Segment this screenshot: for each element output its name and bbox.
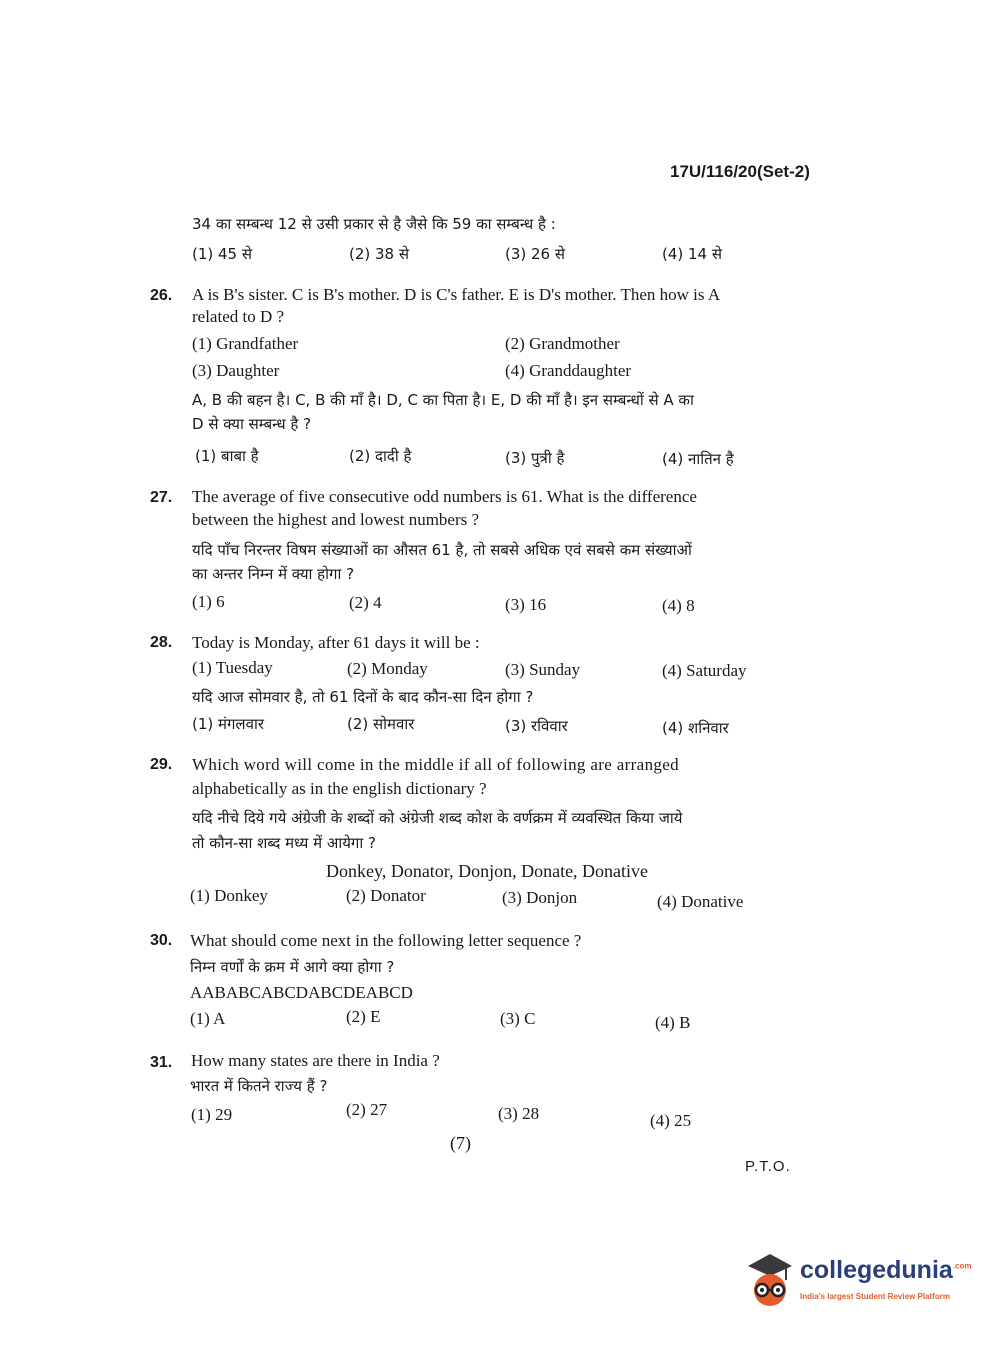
q30-option-4: (4) B [655, 1013, 691, 1032]
q28-option-2: (2) Monday [347, 659, 428, 678]
q28-hindi: यदि आज सोमवार है, तो 61 दिनों के बाद कौन-सा दिन होगा ? [192, 688, 534, 706]
q25-option-3: (3) 26 से [505, 245, 566, 263]
q28-english: Today is Monday, after 61 days it will be : [192, 633, 480, 652]
q26-hindi-option-3: (3) पुत्री है [505, 449, 565, 467]
q28-hindi-option-2: (2) सोमवार [347, 715, 415, 733]
q26-english-line1: A is B's sister. C is B's mother. D is C's father. E is D's mother. Then how is A [192, 285, 721, 304]
q28-hindi-option-1: (1) मंगलवार [192, 715, 264, 733]
q30-number: 30. [150, 932, 173, 949]
q26-option-3: (3) Daughter [192, 361, 280, 380]
q28-option-4: (4) Saturday [662, 661, 747, 680]
q28-option-3: (3) Sunday [505, 660, 581, 679]
q28-number: 28. [150, 634, 173, 651]
mascot-icon [742, 1252, 798, 1312]
q31-option-2: (2) 27 [346, 1100, 388, 1119]
q30-english: What should come next in the following letter sequence ? [190, 931, 582, 950]
q29-option-1: (1) Donkey [190, 886, 268, 905]
q27-english-line2: between the highest and lowest numbers ? [192, 510, 480, 529]
q29-hindi-line1: यदि नीचे दिये गये अंग्रेजी के शब्दों को अंग्रेजी शब्द कोश के वर्णक्रम में व्यवस्थित किया जाये [192, 809, 683, 827]
q27-number: 27. [150, 489, 173, 506]
brand-logo [742, 1252, 972, 1312]
q25-option-2: (2) 38 से [349, 245, 410, 263]
q31-option-4: (4) 25 [650, 1111, 692, 1130]
q30-option-3: (3) C [500, 1009, 536, 1028]
q27-option-1: (1) 6 [192, 592, 225, 611]
q28-hindi-option-4: (4) शनिवार [662, 719, 729, 737]
q26-hindi-option-4: (4) नातिन है [662, 450, 734, 468]
q31-hindi: भारत में कितने राज्य हैं ? [190, 1077, 328, 1095]
q29-english-line1: Which word will come in the middle if all of following are arranged [192, 755, 680, 774]
q26-hindi-option-2: (2) दादी है [349, 447, 412, 465]
q27-hindi-line1: यदि पाँच निरन्तर विषम संख्याओं का औसत 61 है, तो सबसे अधिक एवं सबसे कम संख्याओं [192, 541, 692, 559]
q31-number: 31. [150, 1054, 173, 1071]
page-number: (7) [450, 1133, 471, 1153]
q26-option-4: (4) Granddaughter [505, 361, 632, 380]
q29-english-line2: alphabetically as in the english dictionary ? [192, 779, 487, 798]
q26-hindi-line2: D से क्या सम्बन्ध है ? [192, 415, 312, 433]
q29-option-4: (4) Donative [657, 892, 744, 911]
pto-label: P.T.O. [745, 1158, 791, 1175]
q26-hindi-line1: A, B की बहन है। C, B की माँ है। D, C का पिता है। E, D की माँ है। इन सम्बन्धों से A का [192, 391, 694, 409]
q30-option-2: (2) E [346, 1007, 381, 1026]
q26-option-1: (1) Grandfather [192, 334, 299, 353]
paper-code: 17U/116/20(Set-2) [670, 162, 810, 181]
q29-hindi-line2: तो कौन-सा शब्द मध्य में आयेगा ? [192, 834, 376, 852]
q25-option-1: (1) 45 से [192, 245, 253, 263]
brand-name: collegedunia$^{.com}$ [800, 1256, 972, 1284]
q27-hindi-line2: का अन्तर निम्न में क्या होगा ? [192, 565, 355, 583]
brand-suffix: .com [952, 1261, 972, 1271]
q27-english-line1: The average of five consecutive odd numbers is 61. What is the difference [192, 487, 697, 506]
q26-english-line2: related to D ? [192, 307, 285, 326]
q31-option-1: (1) 29 [191, 1105, 233, 1124]
brand-tagline: India's largest Student Review Platform [800, 1292, 950, 1301]
q29-option-2: (2) Donator [346, 886, 426, 905]
q29-option-3: (3) Donjon [502, 888, 578, 907]
q25-option-4: (4) 14 से [662, 245, 723, 263]
q25-hindi: 34 का सम्बन्ध 12 से उसी प्रकार से है जैसे कि 59 का सम्बन्ध है : [192, 215, 556, 233]
q27-option-3: (3) 16 [505, 595, 547, 614]
q26-option-2: (2) Grandmother [505, 334, 620, 353]
q30-option-1: (1) A [190, 1009, 226, 1028]
q31-option-3: (3) 28 [498, 1104, 540, 1123]
q26-hindi-option-1: (1) बाबा है [195, 447, 259, 465]
q26-number: 26. [150, 287, 173, 304]
q28-option-1: (1) Tuesday [192, 658, 273, 677]
q30-hindi: निम्न वर्णों के क्रम में आगे क्या होगा ? [190, 958, 395, 976]
q30-sequence: AABABCABCDABCDEABCD [190, 983, 413, 1002]
q29-number: 29. [150, 756, 173, 773]
q27-option-2: (2) 4 [349, 593, 382, 612]
q27-option-4: (4) 8 [662, 596, 695, 615]
q29-word-list: Donkey, Donator, Donjon, Donate, Donative [326, 861, 649, 881]
q28-hindi-option-3: (3) रविवार [505, 717, 568, 735]
q31-english: How many states are there in India ? [191, 1051, 440, 1070]
